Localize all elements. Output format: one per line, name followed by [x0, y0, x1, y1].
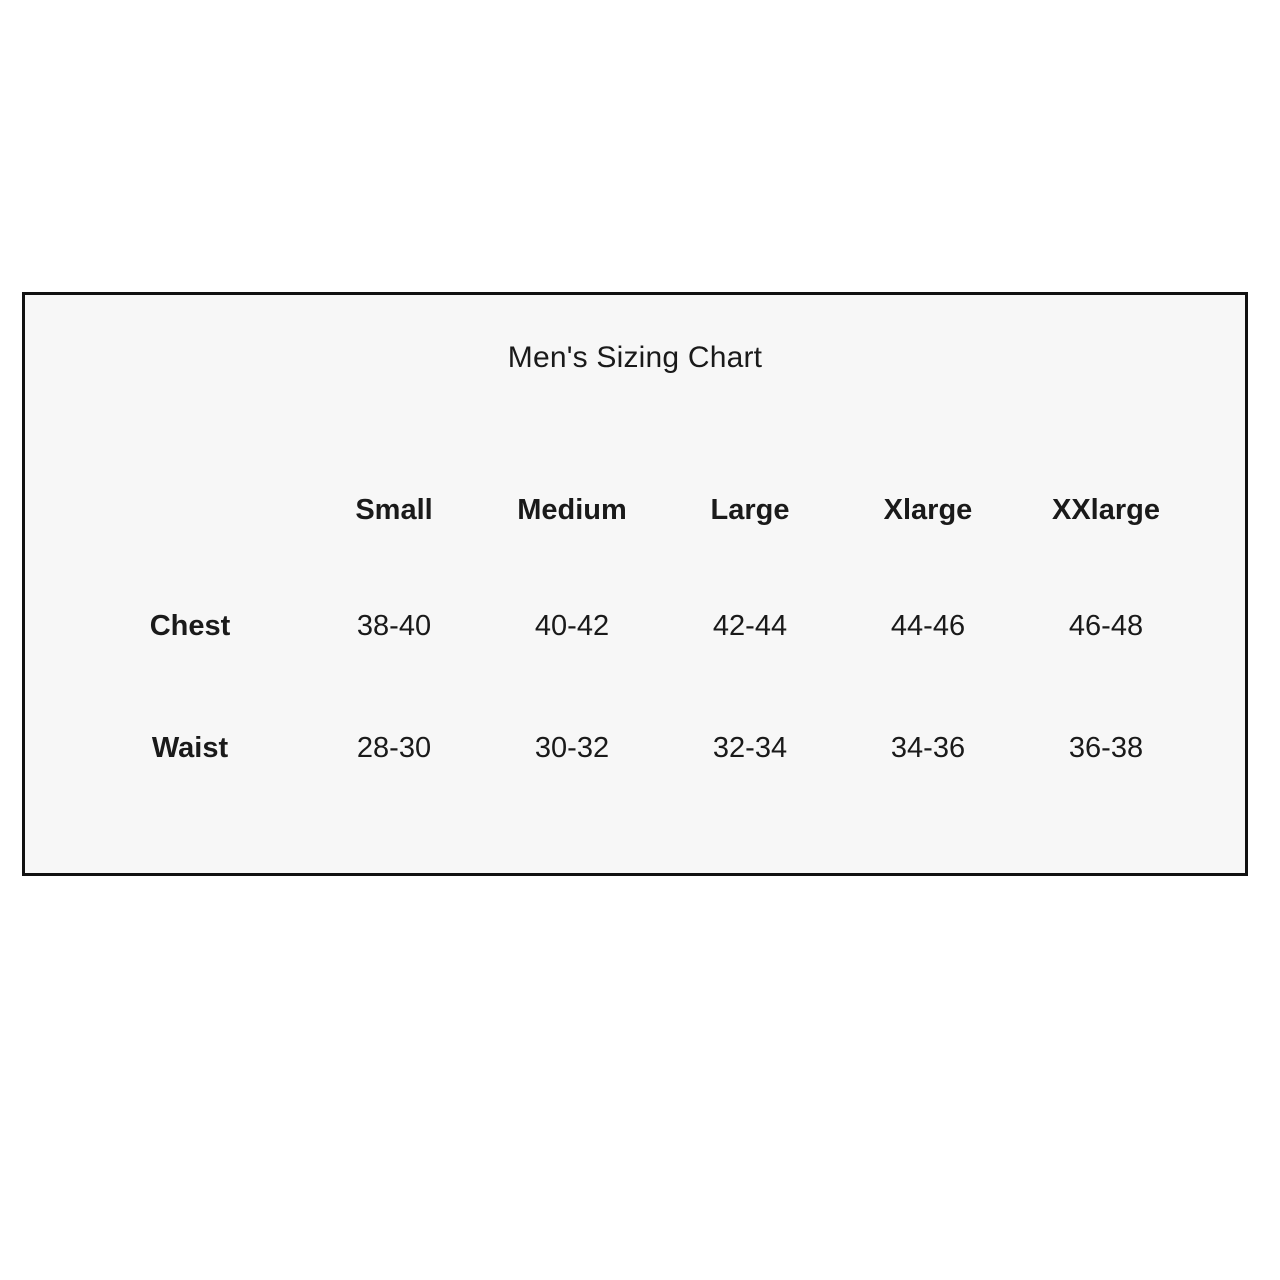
cell-chest-xlarge: 44-46	[890, 609, 966, 642]
cell-waist-xlarge: 34-36	[890, 731, 966, 764]
cell-chest-large: 42-44	[712, 609, 788, 642]
table-header	[75, 455, 1195, 565]
row-label-waist: Waist	[151, 731, 229, 764]
cell-waist-small: 28-30	[356, 731, 432, 764]
table-corner-cell	[75, 455, 305, 565]
sizing-chart-card	[22, 292, 1248, 876]
table-row	[75, 687, 1195, 809]
cell-waist-large: 32-34	[712, 731, 788, 764]
table-body	[75, 565, 1195, 809]
cell-chest-small: 38-40	[356, 609, 432, 642]
cell-waist-xxlarge: 36-38	[1068, 731, 1144, 764]
sizing-table	[75, 455, 1195, 809]
table-row	[75, 565, 1195, 687]
cell-chest-medium: 40-42	[534, 609, 610, 642]
column-header-medium: Medium	[517, 493, 627, 526]
cell-chest-xxlarge: 46-48	[1068, 609, 1144, 642]
table-header-row	[75, 455, 1195, 565]
chart-title: Men's Sizing Chart	[507, 341, 763, 374]
cell-waist-medium: 30-32	[534, 731, 610, 764]
column-header-xxlarge: XXlarge	[1052, 493, 1160, 526]
row-label-chest: Chest	[149, 609, 231, 642]
column-header-large: Large	[710, 493, 790, 526]
column-header-small: Small	[355, 493, 433, 526]
column-header-xlarge: Xlarge	[883, 493, 973, 526]
